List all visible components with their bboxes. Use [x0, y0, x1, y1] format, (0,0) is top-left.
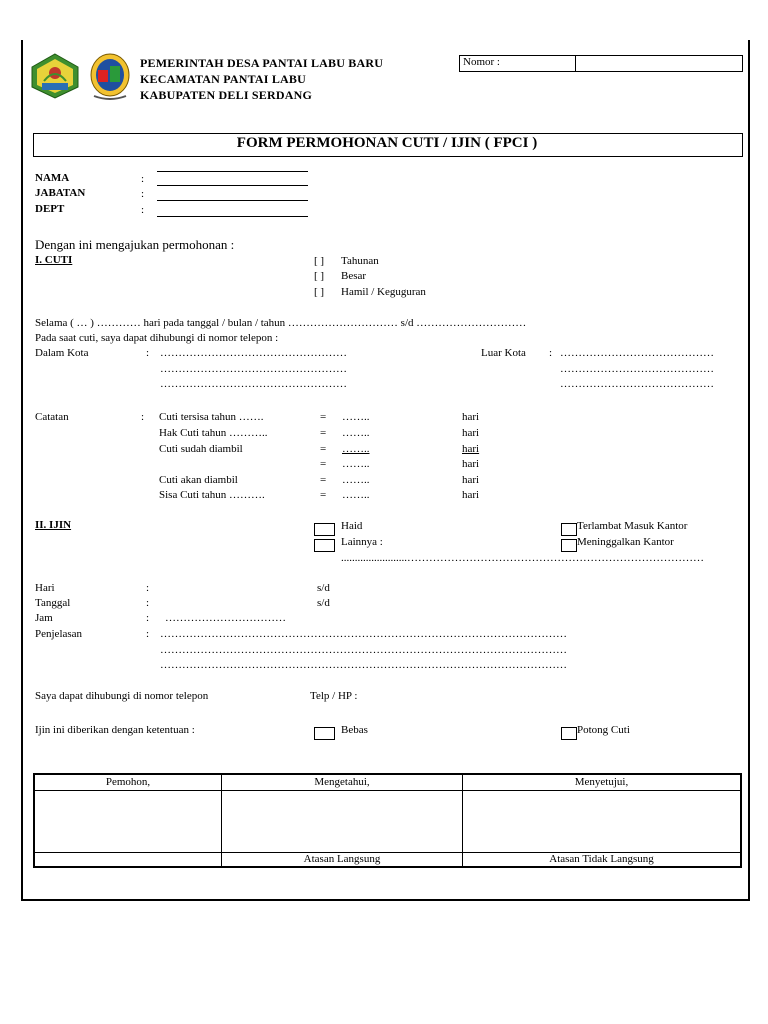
header-line-1: PEMERINTAH DESA PANTAI LABU BARU	[140, 56, 384, 70]
header-line-3: KABUPATEN DELI SERDANG	[140, 88, 312, 102]
catatan-label: Catatan	[35, 411, 69, 423]
haid-checkbox[interactable]	[314, 523, 335, 536]
nama-field-line[interactable]	[157, 185, 308, 186]
luar-kota-dots-2[interactable]: ……………………………………	[560, 363, 714, 375]
tanggal-sd: s/d	[317, 597, 330, 609]
tanggal-label: Tanggal	[35, 597, 71, 609]
nama-colon: :	[141, 173, 145, 185]
lainnya-label: Lainnya :	[341, 536, 383, 548]
contact-text: Saya dapat dihubungi di nomor telepon	[35, 690, 209, 702]
bebas-checkbox[interactable]	[314, 727, 335, 740]
potong-cuti-checkbox[interactable]	[561, 727, 577, 740]
catatan-eq-3: =	[320, 443, 327, 455]
catatan-val-3[interactable]: ……..	[342, 443, 370, 455]
catatan-colon: :	[141, 411, 145, 423]
telp-label: Telp / HP :	[310, 690, 358, 702]
atasan-langsung-label: Atasan Langsung	[222, 852, 463, 867]
tanggal-colon: :	[146, 597, 150, 609]
cuti-heading: I. CUTI	[35, 254, 73, 266]
jam-label: Jam	[35, 612, 53, 624]
intro-text: Dengan ini mengajukan permohonan :	[35, 237, 235, 252]
dept-label: DEPT	[35, 203, 65, 215]
catatan-unit-4: hari	[462, 458, 480, 470]
catatan-val-2[interactable]: ……..	[342, 427, 370, 439]
page-frame	[21, 40, 750, 901]
pemohon-footer	[34, 852, 222, 867]
dalam-kota-dots-3[interactable]: ……………………………………………	[160, 378, 347, 390]
header-line-2: KECAMATAN PANTAI LABU	[140, 72, 306, 86]
jam-colon: :	[146, 612, 150, 624]
penjelasan-label: Penjelasan	[35, 628, 83, 640]
catatan-unit-1: hari	[462, 411, 480, 423]
cuti-hamil-bracket[interactable]: [ ]	[314, 286, 325, 298]
catatan-item-1: Cuti tersisa tahun …….	[159, 411, 264, 423]
dalam-kota-dots-2[interactable]: ……………………………………………	[160, 363, 347, 375]
penjelasan-dots-3[interactable]: …………………………………………………………………………………………………	[160, 659, 567, 671]
catatan-unit-2: hari	[462, 427, 480, 439]
dalam-kota-label: Dalam Kota	[35, 347, 89, 359]
jabatan-label: JABATAN	[35, 187, 86, 199]
cuti-besar-label: Besar	[341, 270, 367, 282]
lainnya-checkbox[interactable]	[314, 539, 335, 552]
catatan-item-6: Sisa Cuti tahun ……….	[159, 489, 265, 501]
menyetujui-sign-area[interactable]	[463, 790, 742, 852]
mengetahui-header: Mengetahui,	[222, 774, 463, 790]
jam-dots[interactable]: ……………………………	[165, 612, 286, 624]
catatan-item-5: Cuti akan diambil	[159, 474, 238, 486]
hari-colon: :	[146, 582, 150, 594]
cuti-tahunan-label: Tahunan	[341, 255, 379, 267]
form-title: FORM PERMOHONAN CUTI / IJIN ( FPCI )	[236, 135, 538, 151]
dept-field-line[interactable]	[157, 216, 308, 217]
ijin-heading: II. IJIN	[35, 519, 72, 531]
catatan-item-2: Hak Cuti tahun ………..	[159, 427, 268, 439]
nomor-field[interactable]	[577, 56, 740, 70]
hari-sd: s/d	[317, 582, 330, 594]
pemohon-sign-area[interactable]	[34, 790, 222, 852]
selama-line: Selama ( … ) ………… hari pada tanggal / bulan / tahun ………………………… s/d …………………………	[35, 317, 527, 329]
catatan-eq-1: =	[320, 411, 327, 423]
catatan-unit-6: hari	[462, 489, 480, 501]
penjelasan-dots-2[interactable]: …………………………………………………………………………………………………	[160, 644, 567, 656]
penjelasan-dots-1[interactable]: …………………………………………………………………………………………………	[160, 628, 567, 640]
dalam-kota-dots-1[interactable]: ……………………………………………	[160, 347, 347, 359]
village-logo	[30, 53, 80, 99]
terlambat-checkbox[interactable]	[561, 523, 577, 536]
nama-line[interactable]	[157, 171, 308, 172]
catatan-item-3: Cuti sudah diambil	[159, 443, 243, 455]
potong-cuti-label: Potong Cuti	[577, 724, 630, 736]
penjelasan-colon: :	[146, 628, 150, 640]
nomor-label: Nomor :	[463, 56, 500, 68]
catatan-eq-6: =	[320, 489, 327, 501]
luar-kota-label: Luar Kota	[481, 347, 526, 359]
atasan-tidak-langsung-label: Atasan Tidak Langsung	[463, 852, 742, 867]
haid-label: Haid	[341, 520, 363, 532]
jabatan-colon: :	[141, 188, 145, 200]
meninggalkan-checkbox[interactable]	[561, 539, 577, 552]
catatan-eq-2: =	[320, 427, 327, 439]
catatan-val-1[interactable]: ……..	[342, 411, 370, 423]
catatan-eq-5: =	[320, 474, 327, 486]
dept-colon: :	[141, 204, 145, 216]
cuti-besar-bracket[interactable]: [ ]	[314, 270, 325, 282]
ketentuan-text: Ijin ini diberikan dengan ketentuan :	[35, 724, 195, 736]
luar-kota-dots-3[interactable]: ……………………………………	[560, 378, 714, 390]
hari-label: Hari	[35, 582, 55, 594]
luar-kota-colon: :	[549, 347, 553, 359]
pada-saat-line: Pada saat cuti, saya dapat dihubungi di nomor telepon :	[35, 332, 279, 344]
catatan-val-5[interactable]: ……..	[342, 474, 370, 486]
pemohon-header: Pemohon,	[34, 774, 222, 790]
nomor-divider	[575, 55, 576, 71]
catatan-unit-5: hari	[462, 474, 480, 486]
lainnya-dots[interactable]: ........................………………………………………………………………………	[341, 552, 704, 564]
menyetujui-header: Menyetujui,	[463, 774, 742, 790]
cuti-hamil-label: Hamil / Keguguran	[341, 286, 426, 298]
nama-label: NAMA	[35, 172, 70, 184]
bebas-label: Bebas	[341, 724, 368, 736]
catatan-eq-4: =	[320, 458, 327, 470]
cuti-tahunan-bracket[interactable]: [ ]	[314, 255, 325, 267]
mengetahui-sign-area[interactable]	[222, 790, 463, 852]
terlambat-label: Terlambat Masuk Kantor	[577, 520, 688, 532]
luar-kota-dots-1[interactable]: ……………………………………	[560, 347, 714, 359]
jabatan-field-line[interactable]	[157, 200, 308, 201]
district-emblem	[88, 52, 132, 102]
signature-table	[33, 773, 742, 868]
catatan-val-4[interactable]: ……..	[342, 458, 370, 470]
meninggalkan-label: Meninggalkan Kantor	[577, 536, 674, 548]
catatan-val-6[interactable]: ……..	[342, 489, 370, 501]
catatan-unit-3: hari	[462, 443, 480, 455]
dalam-kota-colon: :	[146, 347, 150, 359]
